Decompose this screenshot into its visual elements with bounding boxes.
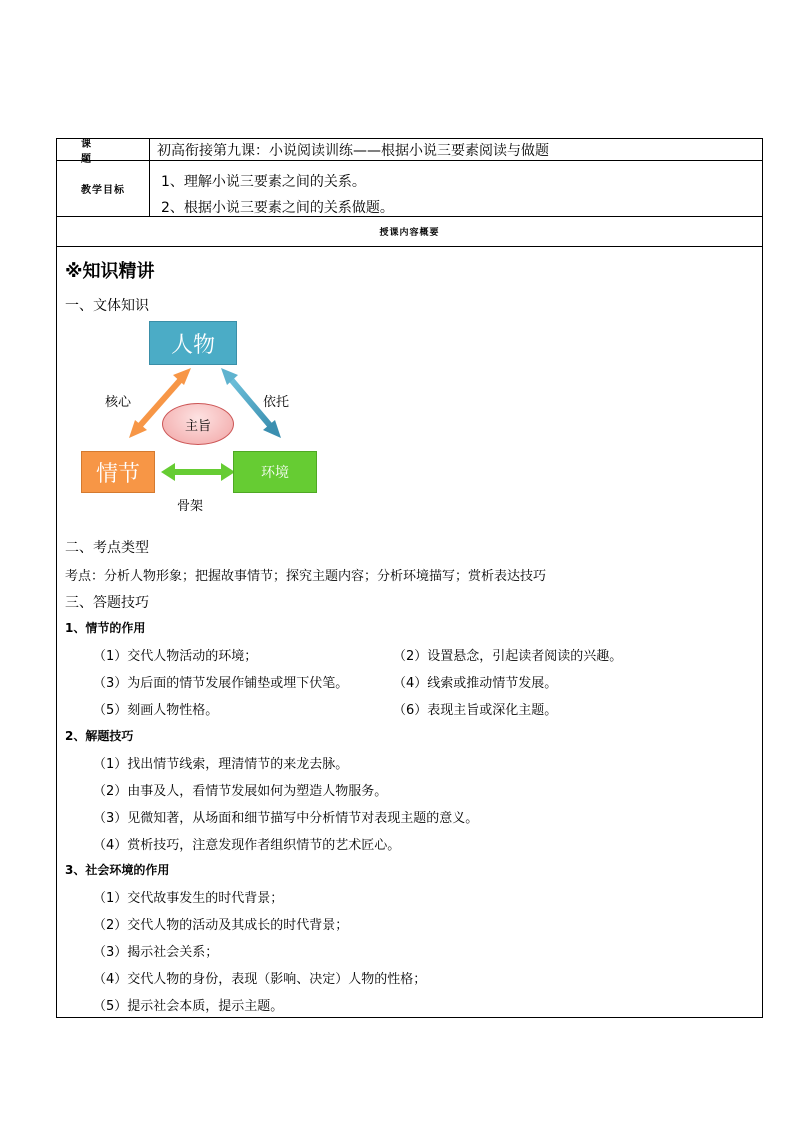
goals-cell (157, 161, 758, 216)
list-item: （1）找出情节线索，理清情节的来龙去脉。 (93, 757, 349, 772)
theme-oval: 主旨 (162, 403, 234, 445)
three-elements-diagram (77, 317, 337, 514)
list-item: （5）提示社会本质，提示主题。 (93, 999, 284, 1014)
section-title: ※知识精讲 (65, 261, 155, 282)
core-label: 核心 (105, 395, 132, 410)
solving-tips-title: 2、解题技巧 (65, 729, 134, 743)
list-item: （3）揭示社会关系； (93, 945, 219, 960)
environment-box: 环境 (233, 451, 317, 493)
skeleton-label: 骨架 (177, 499, 204, 514)
topic-label-cell (57, 138, 150, 165)
list-item: （2）设置悬念，引起读者阅读的兴趣。 (393, 649, 623, 664)
list-item: （5）刻画人物性格。 (93, 703, 219, 718)
goal-label: 教学目标 (57, 161, 150, 216)
list-item: （1）交代人物活动的环境； (93, 649, 258, 664)
list-item: （1）交代故事发生的时代背景； (93, 891, 284, 906)
goal-item: 1、理解小说三要素之间的关系。 (161, 174, 366, 190)
exam-points: 考点：分析人物形象；把握故事情节；探究主题内容；分析环境描写；赏析表达技巧 (65, 569, 547, 584)
list-item: （4）线索或推动情节发展。 (393, 676, 558, 691)
overview-row (57, 217, 762, 247)
list-item: （2）由事及人，看情节发展如何为塑造人物服务。 (93, 784, 388, 799)
list-item: （2）交代人物的活动及其成长的时代背景； (93, 918, 349, 933)
topic-row (57, 138, 762, 165)
overview-label: 授课内容概要 (379, 228, 440, 238)
list-item: （3）见微知著，从场面和细节描写中分析情节对表现主题的意义。 (93, 811, 479, 826)
plot-box: 情节 (81, 451, 155, 493)
list-item: （6）表现主旨或深化主题。 (393, 703, 558, 718)
part3-title: 三、答题技巧 (65, 595, 149, 611)
character-box: 人物 (149, 321, 237, 365)
goals-row (57, 161, 762, 217)
topic-label: 课 题 (81, 138, 117, 165)
list-item: （4）交代人物的身份，表现（影响、决定）人物的性格； (93, 972, 427, 987)
skeleton-arrow (161, 463, 235, 481)
plot-function-title: 1、情节的作用 (65, 621, 146, 635)
topic-value: 初高衔接第九课：小说阅读训练——根据小说三要素阅读与做题 (157, 142, 549, 159)
list-item: （4）赏析技巧，注意发现作者组织情节的艺术匠心。 (93, 838, 401, 853)
part1-title: 一、文体知识 (65, 298, 149, 314)
goal-item: 2、根据小说三要素之间的关系做题。 (161, 200, 394, 216)
rely-label: 依托 (263, 395, 290, 410)
social-env-title: 3、社会环境的作用 (65, 863, 170, 877)
list-item: （3）为后面的情节发展作铺垫或埋下伏笔。 (93, 676, 349, 691)
lesson-table (56, 138, 763, 1018)
part2-title: 二、考点类型 (65, 540, 149, 556)
